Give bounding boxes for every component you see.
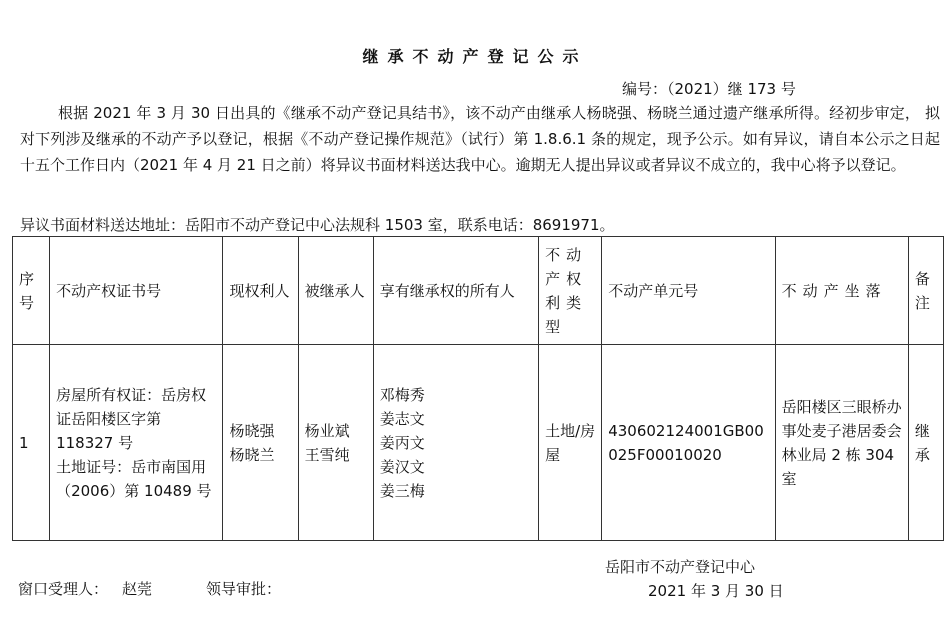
- cert-land: 土地证号：岳市南国用（2006）第 10489 号: [56, 457, 212, 500]
- heir-name: 姜丙文: [379, 433, 425, 452]
- signature-line: [18, 578, 281, 599]
- owner-name: 杨晓兰: [229, 445, 275, 464]
- cell-cert: [50, 345, 223, 541]
- cell-decedents: [298, 345, 373, 541]
- decedent-name: 王雪纯: [304, 445, 350, 464]
- heir-name: 姜志文: [379, 409, 425, 428]
- header-decedent: 被继承人: [298, 237, 373, 345]
- header-heirs: 享有继承权的所有人: [373, 237, 538, 345]
- header-note: 备注: [908, 237, 943, 345]
- window-name: 赵莞: [122, 580, 153, 598]
- decedent-name: 杨业斌: [304, 421, 350, 440]
- cell-seq: 1: [13, 345, 50, 541]
- header-cert: 不动产权证书号: [50, 237, 223, 345]
- inheritance-table: [12, 236, 944, 541]
- cert-house: 房屋所有权证：岳房权证岳阳楼区字第 118327 号: [56, 385, 207, 452]
- review-label: 领导审批：: [206, 580, 282, 598]
- cell-unit-no: 430602124001GB00025F00010020: [602, 345, 775, 541]
- document-title: 继承不动产登记公示: [362, 47, 588, 66]
- cell-note: 继承: [908, 345, 943, 541]
- cell-right-type: 土地/房屋: [539, 345, 602, 541]
- header-seq: 序号: [13, 237, 50, 345]
- header-unit-no: 不动产单元号: [602, 237, 775, 345]
- document-number: 编号：（2021）继 173 号: [622, 80, 796, 98]
- cell-owners: [223, 345, 298, 541]
- issuing-organization: 岳阳市不动产登记中心: [605, 558, 756, 576]
- heir-name: 姜三梅: [379, 481, 425, 500]
- window-label: 窗口受理人：: [18, 580, 109, 598]
- cell-heirs: [373, 345, 538, 541]
- notice-paragraph: 根据 2021 年 3 月 30 日出具的《继承不动产登记具结书》，该不动产由继承人杨晓强、杨晓兰通过遗产继承所得。经初步审定， 拟对下列涉及继承的不动产予以登记，根据《不动产登记操作规范》（试行）第 1.8.6.1 条的规定，现予公示。如有异议，请自本公示之日起十五个工作日内（2021 年 4 月 21 日之前）将异议书面材料送达我中心。逾期无人提出异议或者异议不成立的，我中心将予以登记。: [20, 104, 940, 174]
- header-location: 不动产坐落: [775, 237, 908, 345]
- heir-name: 邓梅秀: [379, 385, 425, 404]
- heir-name: 姜汉文: [379, 457, 425, 476]
- table-row: [13, 345, 944, 541]
- owner-name: 杨晓强: [229, 421, 275, 440]
- header-owner: 现权利人: [223, 237, 298, 345]
- cell-location: 岳阳楼区三眼桥办事处麦子港居委会林业局 2 栋 304 室: [775, 345, 908, 541]
- issue-date: 2021 年 3 月 30 日: [648, 582, 784, 600]
- header-right-type: 不动产权利类型: [539, 237, 602, 345]
- objection-address: 异议书面材料送达地址：岳阳市不动产登记中心法规科 1503 室，联系电话：8691971。: [20, 216, 615, 234]
- table-header-row: [13, 237, 944, 345]
